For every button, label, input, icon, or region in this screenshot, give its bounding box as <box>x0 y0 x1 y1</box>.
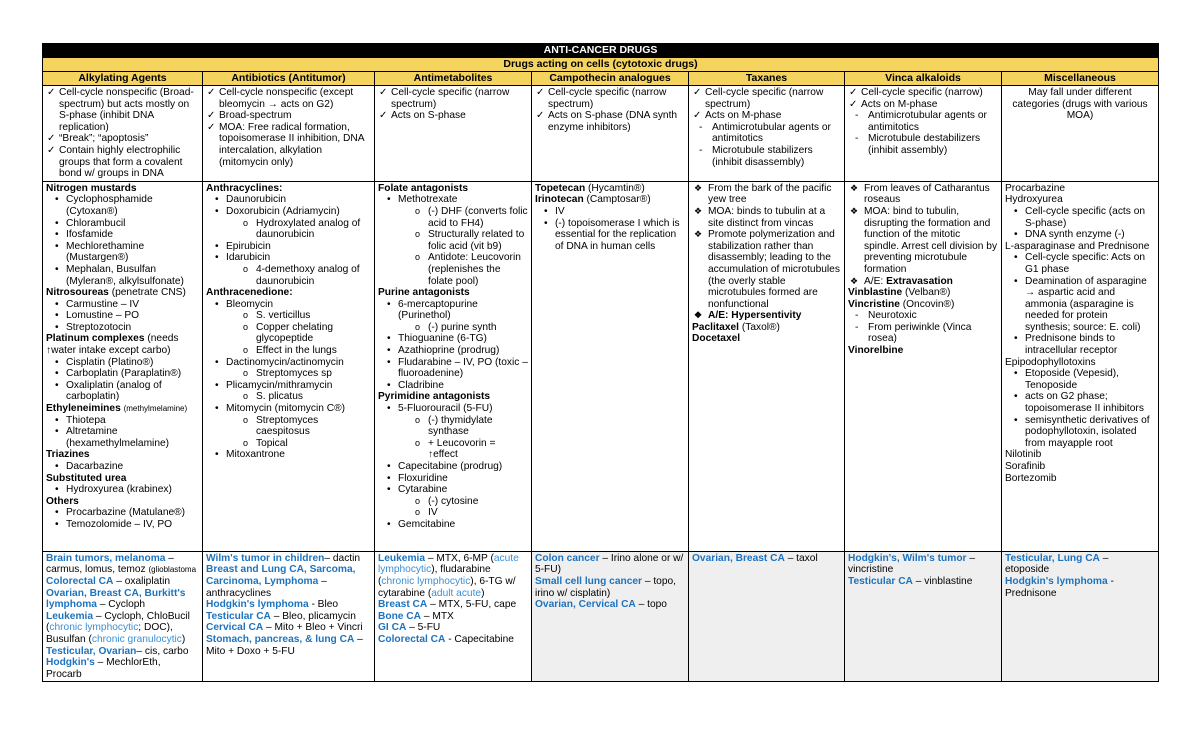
moa-item: ✓ Cell-cycle specific (narrow spectrum) <box>705 87 841 110</box>
drug-item: • Epirubicin <box>226 241 371 253</box>
header-taxanes: Taxanes <box>689 72 845 86</box>
drug-subitem: o Topical <box>256 438 371 450</box>
drug-item: • Altretamine (hexamethylmelamine) <box>66 426 199 449</box>
header-campothecin: Campothecin analogues <box>532 72 689 86</box>
use-note: chronic lymphocytic <box>49 622 139 634</box>
use-drugs: – vincristine <box>848 552 976 576</box>
use-drugs: – anthracyclines <box>206 575 327 599</box>
drug-name: Paclitaxel <box>692 321 740 333</box>
drug-name: Procarbazine <box>1005 182 1066 194</box>
use-indication: Bone CA <box>378 610 422 622</box>
drugs-campothecin <box>532 181 689 551</box>
uses-antibiotics <box>203 551 375 682</box>
drug-item: • (-) topoisomerase I which is essential for the replication of DNA in human cells <box>555 218 685 253</box>
use-indication: Ovarian, Breast CA, Burkitt's lymphoma <box>46 587 186 611</box>
drug-label: A/E: <box>864 275 887 287</box>
moa-vinca <box>845 86 1002 182</box>
uses-vinca <box>845 551 1002 682</box>
group-heading: Folate antagonists <box>378 182 469 194</box>
use-drugs: – Bleo, plicamycin <box>270 610 356 622</box>
drug-item <box>398 403 528 461</box>
drug-subitem: o S. verticillus <box>256 310 371 322</box>
drug-item <box>398 194 528 287</box>
drug-item <box>226 299 371 357</box>
moa-alkylating <box>43 86 203 182</box>
group-heading: Substituted urea <box>46 472 127 484</box>
use-indication: Testicular CA <box>206 610 271 622</box>
drug-item: • Cyclophosphamide (Cytoxan®) <box>66 194 199 217</box>
drug-subitem: o Copper chelating glycopeptide <box>256 322 371 345</box>
use-note: acute lymphocytic <box>378 552 519 576</box>
group-heading: Anthracyclines: <box>206 182 283 194</box>
drug-item: • Etoposide (Vepesid), Tenoposide <box>1025 368 1155 391</box>
use-drugs: – topo <box>635 599 667 611</box>
drug-name: Vincristine <box>848 298 900 310</box>
use-indication: Colon cancer <box>535 552 600 564</box>
moa-campothecin <box>532 86 689 182</box>
drug-name: Nilotinib <box>1005 449 1042 461</box>
uses-antimetabolites <box>375 551 532 682</box>
use-drugs: - Capecitabine <box>445 633 514 645</box>
drug-brand: (Oncovin®) <box>899 298 955 310</box>
drug-item: • Cell-cycle specific (acts on S-phase) <box>1025 206 1155 229</box>
drug-name: 6-mercaptopurine (Purinethol) <box>398 298 478 322</box>
drug-subitem: - Neurotoxic <box>868 310 998 322</box>
drug-name: Cytarabine <box>398 484 448 496</box>
drug-item: • Mephalan, Busulfan (Myleran®, alkylsulfonate) <box>66 264 199 287</box>
drug-name: Idarubicin <box>226 252 271 264</box>
drug-subitem: o 4-demethoxy analog of daunorubicin <box>256 264 371 287</box>
group-note: (methylmelamine) <box>123 404 188 414</box>
drug-item: • Lomustine – PO <box>66 310 199 322</box>
drug-item: • Ifosfamide <box>66 229 199 241</box>
drug-item: • Hydroxyurea (krabinex) <box>66 484 199 496</box>
use-drugs: ; DOC), Busulfan ( <box>46 622 173 645</box>
drug-subitem: o (-) thymidylate synthase <box>428 415 528 438</box>
use-indication: Brain tumors, melanoma <box>46 552 166 564</box>
drug-item: ❖ MOA: binds to tubulin at a site distinct from vincas <box>708 206 841 229</box>
use-drugs: – Cycloph <box>96 599 146 611</box>
drug-item <box>226 357 371 380</box>
use-drugs: – MechlorEth, Procarb <box>46 657 161 680</box>
moa-antimetabolites <box>375 86 532 182</box>
drug-name: L-asparaginase and Prednisone <box>1005 240 1150 252</box>
group-heading: Platinum complexes <box>46 333 145 345</box>
table-title: ANTI-CANCER DRUGS <box>43 44 1159 58</box>
moa-item: ✓ Cell-cycle specific (narrow spectrum) <box>548 87 685 110</box>
drug-item: • Carboplatin (Paraplatin®) <box>66 368 199 380</box>
use-drugs: – oxaliplatin <box>113 575 171 587</box>
use-drugs: – 5-FU <box>406 622 441 634</box>
use-indication: Stomach, pancreas, & lung CA <box>206 633 355 645</box>
use-indication: Testicular CA <box>848 575 913 587</box>
use-drugs: – Cycloph, ChloBucil ( <box>46 610 190 634</box>
group-heading: Ethyleneimines <box>46 403 121 415</box>
drug-subitem: o S. plicatus <box>256 391 371 403</box>
use-note: chronic lymphocytic <box>381 575 471 587</box>
use-drugs: - Bleo <box>308 599 339 611</box>
moa-item: ✓ Acts on M-phase <box>861 99 998 111</box>
drug-item: • Thiotepa <box>66 415 199 427</box>
drug-item <box>398 484 528 519</box>
drug-item: • Temozolomide – IV, PO <box>66 519 199 531</box>
drug-item <box>226 403 371 449</box>
drug-item: ❖ From leaves of Catharantus roseaus <box>864 183 998 206</box>
use-drugs: – Mito + Doxo + 5-FU <box>206 633 363 657</box>
use-indication: Leukemia <box>46 610 93 622</box>
drug-subitem: o Streptomyces caespitosus <box>256 415 371 438</box>
drug-item: • Mechlorethamine (Mustargen®) <box>66 241 199 264</box>
moa-item: ✓ Acts on S-phase <box>391 110 528 122</box>
use-indication: Hodgkin's lymphoma <box>206 599 309 611</box>
use-drugs: ) <box>181 633 186 645</box>
use-drugs: – etoposide <box>1005 552 1109 576</box>
use-indication: Hodgkin's <box>46 657 95 669</box>
moa-item: ✓ Cell-cycle nonspecific (Broad-spectrum) but acts mostly on S-phase (inhibit DNA replication) <box>59 87 199 133</box>
drug-subitem: o Effect in the lungs <box>256 345 371 357</box>
use-indication: Leukemia <box>378 552 425 564</box>
drug-name: Vinorelbine <box>848 345 904 357</box>
drug-name: Methotrexate <box>398 194 458 206</box>
use-drugs: – Irino alone or w/ 5-FU) <box>535 552 684 576</box>
drug-item: • Procarbazine (Matulane®) <box>66 507 199 519</box>
drug-name: Topetecan <box>535 182 586 194</box>
group-heading: Nitrosoureas <box>46 287 109 299</box>
group-note: (penetrate CNS) <box>111 287 186 299</box>
use-drugs: ), 6-TG w/ cytarabine ( <box>378 575 516 599</box>
table-subtitle: Drugs acting on cells (cytotoxic drugs) <box>43 58 1159 72</box>
drug-item: • Oxaliplatin (analog of carboplatin) <box>66 380 199 403</box>
drug-subitem: o Streptomyces sp <box>256 368 371 380</box>
drug-subitem: o (-) cytosine <box>428 496 528 508</box>
use-indication: Colorectal CA <box>378 633 446 645</box>
drug-item: • semisynthetic derivatives of podophyllotoxin, isolated from mayapple root <box>1025 415 1155 450</box>
use-drugs: – carmus, lomus, temoz <box>46 552 174 576</box>
drug-subitem: o + Leucovorin = ↑effect <box>428 438 528 461</box>
use-indication: Cervical CA <box>206 622 264 634</box>
drug-name: Bleomycin <box>226 298 273 310</box>
drug-item <box>398 299 528 334</box>
drug-item: • Floxuridine <box>398 473 528 485</box>
moa-item: ✓ Cell-cycle specific (narrow) <box>861 87 998 99</box>
use-indication: Testicular, Ovarian <box>46 645 137 657</box>
drug-subitem: - From periwinkle (Vinca rosea) <box>868 322 998 345</box>
drug-item: • DNA synth enzyme (-) <box>1025 229 1155 241</box>
drug-item: • Prednisone binds to intracellular receptor <box>1025 333 1155 356</box>
use-indication: Hodgkin's lymphoma <box>1005 575 1108 587</box>
use-indication: Small cell lung cancer <box>535 575 643 587</box>
uses-alkylating <box>43 551 203 682</box>
drug-item <box>226 380 371 403</box>
drug-name: Epipodophyllotoxins <box>1005 356 1096 368</box>
use-drugs: – taxol <box>784 552 818 564</box>
moa-item: ✓ Acts on M-phase <box>705 110 841 122</box>
drug-item: • Chlorambucil <box>66 218 199 230</box>
drug-item: • Carmustine – IV <box>66 299 199 311</box>
drug-item: • Gemcitabine <box>398 519 528 531</box>
drug-name: Docetaxel <box>692 333 741 345</box>
header-vinca: Vinca alkaloids <box>845 72 1002 86</box>
drug-subitem: o Structurally related to folic acid (vit b9) <box>428 229 528 252</box>
drug-item: • Daunorubicin <box>226 194 371 206</box>
moa-subitem: - Microtubule stabilizers (inhibit disassembly) <box>712 145 841 168</box>
drug-brand: (Camptosar®) <box>583 194 651 206</box>
drugs-antibiotics <box>203 181 375 551</box>
moa-misc: May fall under different categories (drugs with various MOA) <box>1002 86 1159 182</box>
use-drugs: – MTX, 6-MP ( <box>425 552 494 564</box>
drug-item: ❖ MOA: bind to tubulin, disrupting the formation and function of the mitotic spindle. Arrest cell division by preventing microtubule formation <box>864 206 998 276</box>
drug-name: Bortezomib <box>1005 472 1057 484</box>
drug-subitem: o Antidote: Leucovorin (replenishes the folate pool) <box>428 252 528 287</box>
use-indication: Testicular, Lung CA <box>1005 552 1100 564</box>
drug-item: • acts on G2 phase; topoisomerase II inhibitors <box>1025 391 1155 414</box>
header-antimetabolites: Antimetabolites <box>375 72 532 86</box>
drug-name: Plicamycin/mithramycin <box>226 379 333 391</box>
use-drugs: – dactin <box>324 552 361 564</box>
group-heading: Purine antagonists <box>378 287 470 299</box>
use-indication: Hodgkin's, Wilm's tumor <box>848 552 967 564</box>
use-drugs: - Prednisone <box>1005 575 1114 599</box>
use-note: adult acute <box>431 587 482 599</box>
drugs-misc <box>1002 181 1159 551</box>
drug-item: ❖ Promote polymerization and stabilization rather than disassembly; leading to the accumulation of microtubules (the overly stable microtubules formed are nonfunctional <box>708 229 841 310</box>
moa-subitem: - Antimicrotubular agents or antimitotics <box>868 110 998 133</box>
drug-item <box>226 252 371 287</box>
moa-item: ✓ Acts on S-phase (DNA synth enzyme inhibitors) <box>548 110 685 133</box>
use-indication: Breast CA <box>378 599 428 611</box>
drug-item: • Dacarbazine <box>66 461 199 473</box>
header-antibiotics: Antibiotics (Antitumor) <box>203 72 375 86</box>
use-drugs: ) <box>481 587 485 599</box>
use-drugs: – MTX <box>421 610 454 622</box>
use-drugs: – cis, carbo <box>136 645 189 657</box>
group-heading: Anthracenedione: <box>206 287 293 299</box>
drug-name: Dactinomycin/actinomycin <box>226 356 344 368</box>
drug-item: • Mitoxantrone <box>226 449 371 461</box>
moa-subitem: - Microtubule destabilizers (inhibit assembly) <box>868 133 998 156</box>
drug-brand: (Velban®) <box>902 287 951 299</box>
moa-item: ✓ “Break”; “apoptosis” <box>59 133 199 145</box>
use-indication: Colorectal CA <box>46 575 114 587</box>
drug-name: Sorafinib <box>1005 461 1046 472</box>
drug-brand: (Hycamtin®) <box>585 182 645 194</box>
drug-item <box>864 276 998 288</box>
drug-item <box>226 206 371 241</box>
drug-name: Vinblastine <box>848 287 903 299</box>
use-drugs: – Mito + Bleo + Vincri <box>263 622 363 634</box>
use-indication: Ovarian, Cervical CA <box>535 599 636 611</box>
group-note: (needs ↑water intake except carbo) <box>46 333 179 357</box>
drug-item: • Azathioprine (prodrug) <box>398 345 528 357</box>
use-drugs: – vinblastine <box>912 575 973 587</box>
drug-item: • Cell-cycle specific: Acts on G1 phase <box>1025 252 1155 275</box>
drug-item: • IV <box>555 206 685 218</box>
drug-subitem: o (-) purine synth <box>428 322 528 334</box>
drugs-antimetabolites <box>375 181 532 551</box>
drug-brand: (Taxol®) <box>739 321 780 333</box>
drug-item: • Thioguanine (6-TG) <box>398 333 528 345</box>
header-misc: Miscellaneous <box>1002 72 1159 86</box>
moa-item: ✓ MOA: Free radical formation, topoisomerase II inhibition, DNA intercalation, alkylation (mitomycin only) <box>219 122 371 168</box>
drug-item: • Deamination of asparagine → aspartic acid and ammonia (asparagine is needed for protein synthesis; source: E. coli) <box>1025 276 1155 334</box>
drugs-vinca <box>845 181 1002 551</box>
drug-item: ❖ From the bark of the pacific yew tree <box>708 183 841 206</box>
use-indication: Ovarian, Breast CA <box>692 552 785 564</box>
use-drugs: ), fludarabine ( <box>378 564 491 587</box>
drug-item: • Fludarabine – IV, PO (toxic – fluoroadenine) <box>398 357 528 380</box>
drug-name: Irinotecan <box>535 194 584 206</box>
group-heading: Others <box>46 495 79 507</box>
use-note: chronic granulocytic <box>91 633 182 645</box>
drug-item: • Cisplatin (Platino®) <box>66 357 199 369</box>
moa-item: ✓ Cell-cycle nonspecific (except bleomycin → acts on G2) <box>219 87 371 110</box>
drug-label: Extravasation <box>886 275 953 287</box>
moa-item: ✓ Broad-spectrum <box>219 110 371 122</box>
moa-item: ✓ Cell-cycle specific (narrow spectrum) <box>391 87 528 110</box>
drug-name: Doxorubicin (Adriamycin) <box>226 205 340 217</box>
moa-antibiotics <box>203 86 375 182</box>
uses-campothecin <box>532 551 689 682</box>
uses-taxanes <box>689 551 845 682</box>
anticancer-table <box>42 43 1159 682</box>
drug-subitem: o (-) DHF (converts folic acid to FH4) <box>428 206 528 229</box>
drug-subitem: o Hydroxylated analog of daunorubicin <box>256 218 371 241</box>
use-drugs: – topo, irino w/ cisplatin) <box>535 575 677 599</box>
drug-name: Hydroxyurea <box>1005 194 1063 206</box>
use-note: (glioblastoma <box>148 565 197 575</box>
use-drugs: – MTX, 5-FU, cape <box>427 599 517 611</box>
drug-name: 5-Fluorouracil (5-FU) <box>398 403 493 415</box>
header-alkylating: Alkylating Agents <box>43 72 203 86</box>
drugs-alkylating <box>43 181 203 551</box>
group-heading: Nitrogen mustards <box>46 182 137 194</box>
use-indication: Wilm's tumor in children <box>206 552 325 564</box>
moa-subitem: - Antimicrotubular agents or antimitotics <box>712 122 841 145</box>
use-indication: GI CA <box>378 622 407 634</box>
drug-subitem: o IV <box>428 507 528 519</box>
drugs-taxanes <box>689 181 845 551</box>
group-heading: Triazines <box>46 449 90 461</box>
drug-item: ❖ A/E: Hypersentivity <box>708 310 841 322</box>
drug-item: • Streptozotocin <box>66 322 199 334</box>
use-indication: Breast and Lung CA, Sarcoma, Carcinoma, Lymphoma <box>206 564 356 587</box>
drug-item: • Capecitabine (prodrug) <box>398 461 528 473</box>
drug-name: Mitomycin (mitomycin C®) <box>226 403 346 415</box>
group-heading: Pyrimidine antagonists <box>378 391 491 403</box>
moa-taxanes <box>689 86 845 182</box>
uses-misc <box>1002 551 1159 682</box>
moa-item: ✓ Contain highly electrophilic groups that form a covalent bond w/ groups in DNA <box>59 145 199 180</box>
drug-item: • Cladribine <box>398 380 528 392</box>
